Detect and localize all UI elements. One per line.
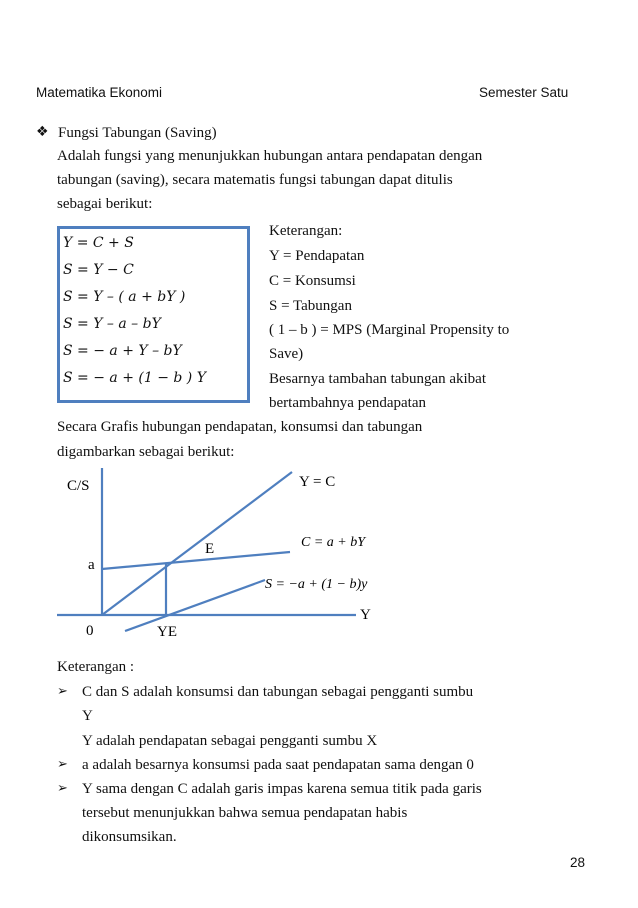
- equation-line: S = Y – ( a + bY ): [63, 289, 186, 305]
- y-axis-label: C/S: [67, 478, 90, 494]
- notes-title: Keterangan :: [57, 659, 135, 675]
- equation-line: S = Y − C: [63, 262, 134, 278]
- origin-label: 0: [86, 623, 94, 639]
- keterangan-line: C = Konsumsi: [269, 273, 356, 289]
- page-number: 28: [570, 855, 586, 870]
- running-header-left: Matematika Ekonomi: [36, 85, 163, 100]
- intro-line: sebagai berikut:: [57, 196, 153, 212]
- section-title: Fungsi Tabungan (Saving): [58, 125, 217, 141]
- arrow-bullet-icon: ➢: [57, 757, 68, 772]
- intro-line: tabungan (saving), secara matematis fungsi tabungan dapat ditulis: [57, 172, 453, 188]
- consumption-function-label: C = a + bY: [301, 535, 366, 550]
- note-line: tersebut menunjukkan bahwa semua pendapatan habis: [82, 805, 408, 821]
- note-line: Y sama dengan C adalah garis impas karena semua titik pada garis: [82, 781, 482, 797]
- keterangan-heading: Keterangan:: [269, 223, 343, 239]
- note-line: C dan S adalah konsumsi dan tabungan sebagai pengganti sumbu: [82, 684, 474, 700]
- equation-line: S = − a + (1 − b ) Y: [63, 370, 206, 386]
- x-axis-label: Y: [360, 607, 371, 623]
- point-e-label: E: [205, 541, 215, 557]
- note-line: Y adalah pendapatan sebagai pengganti sumbu X: [82, 733, 378, 749]
- intro-line: Adalah fungsi yang menunjukkan hubungan antara pendapatan dengan: [57, 148, 483, 164]
- ye-label: YE: [157, 624, 177, 640]
- keterangan-line: Besarnya tambahan tabungan akibat: [269, 371, 487, 387]
- saving-function-label: S = −a + (1 − b)y: [265, 577, 368, 592]
- graph-intro-line: digambarkan sebagai berikut:: [57, 444, 235, 460]
- keterangan-line: Y = Pendapatan: [269, 248, 365, 264]
- line-yc-label: Y = C: [299, 474, 336, 490]
- note-line: a adalah besarnya konsumsi pada saat pendapatan sama dengan 0: [82, 757, 474, 773]
- intercept-a-label: a: [88, 557, 95, 573]
- keterangan-line: bertambahnya pendapatan: [269, 395, 427, 411]
- diamond-bullet-icon: ❖: [36, 124, 49, 140]
- equation-line: Y = C + S: [63, 235, 134, 251]
- graph-intro-line: Secara Grafis hubungan pendapatan, konsumsi dan tabungan: [57, 419, 423, 435]
- arrow-bullet-icon: ➢: [57, 781, 68, 796]
- note-line: dikonsumsikan.: [82, 829, 177, 845]
- running-header-right: Semester Satu: [479, 85, 569, 100]
- consumption-line: [102, 552, 290, 569]
- equation-line: S = − a + Y – bY: [63, 343, 182, 359]
- keterangan-line: Save): [269, 346, 304, 362]
- equation-line: S = Y – a – bY: [63, 316, 161, 332]
- keterangan-line: ( 1 – b ) = MPS (Marginal Propensity to: [269, 322, 510, 338]
- saving-line: [125, 580, 265, 631]
- line-y-equals-c: [102, 472, 292, 615]
- arrow-bullet-icon: ➢: [57, 684, 68, 699]
- note-line: Y: [82, 708, 93, 724]
- keterangan-line: S = Tabungan: [269, 298, 352, 314]
